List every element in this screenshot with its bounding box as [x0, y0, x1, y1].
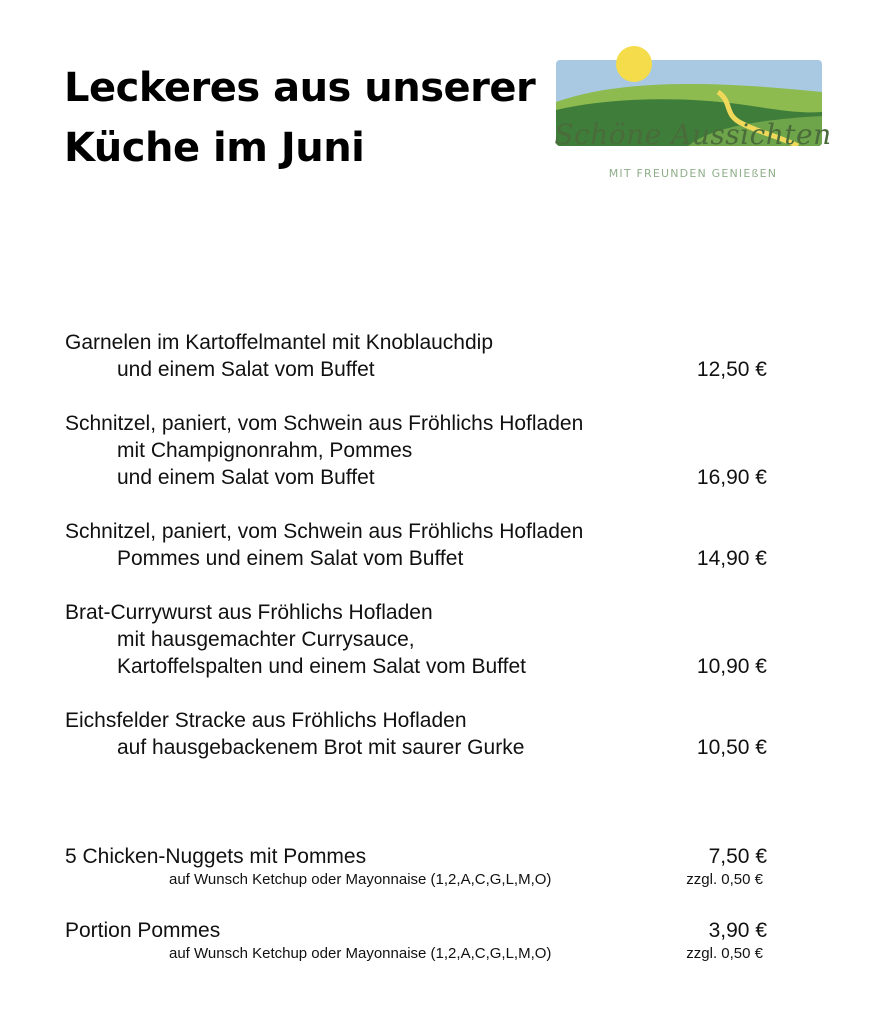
- menu-item-line: Schnitzel, paniert, vom Schwein aus Fröhlichs Hofladen: [65, 520, 584, 543]
- extra-item-note: auf Wunsch Ketchup oder Mayonnaise (1,2,A,C,G,L,M,O): [169, 871, 552, 888]
- menu-item-line: [65, 545, 775, 572]
- menu-item: [65, 599, 775, 680]
- extra-item-surcharge: zzgl. 0,50 €: [686, 871, 763, 888]
- menu-item-line: Eichsfelder Stracke aus Fröhlichs Hofladen: [65, 709, 467, 732]
- menu-item: [65, 518, 775, 572]
- extra-item-surcharge: zzgl. 0,50 €: [686, 945, 763, 962]
- menu-item-line: mit hausgemachter Currysauce,: [117, 628, 415, 651]
- title-line-1: Leckeres aus unserer: [64, 65, 536, 111]
- menu-item: [65, 707, 775, 761]
- menu-item-line: [65, 356, 775, 383]
- menu-item-line-text: Pommes und einem Salat vom Buffet: [117, 547, 464, 570]
- menu-item-line: Garnelen im Kartoffelmantel mit Knoblauchdip: [65, 331, 494, 354]
- menu-item: [65, 410, 775, 491]
- logo: [548, 40, 838, 190]
- menu-item-line: Brat-Currywurst aus Fröhlichs Hofladen: [65, 601, 433, 624]
- menu-item-price: 10,50 €: [696, 736, 767, 759]
- menu-item-line: Schnitzel, paniert, vom Schwein aus Fröhlichs Hofladen: [65, 412, 584, 435]
- title-line-2: Küche im Juni: [64, 125, 365, 171]
- page-title: [64, 58, 544, 178]
- extra-item-note-row: [65, 944, 775, 964]
- menu-item-line-text: Kartoffelspalten und einem Salat vom Buffet: [117, 655, 526, 678]
- extra-item-line: [65, 843, 775, 870]
- extra-item-name: 5 Chicken-Nuggets mit Pommes: [65, 845, 367, 868]
- extra-item-note: auf Wunsch Ketchup oder Mayonnaise (1,2,A,C,G,L,M,O): [169, 945, 552, 962]
- logo-name: Schöne Aussichten: [554, 118, 832, 151]
- menu-item-line-text: und einem Salat vom Buffet: [117, 466, 375, 489]
- menu-item-price: 14,90 €: [696, 547, 767, 570]
- menu-item-line: [65, 653, 775, 680]
- menu-item-line: [65, 464, 775, 491]
- extra-item-price: 7,50 €: [708, 845, 767, 868]
- extra-item-name: Portion Pommes: [65, 919, 221, 942]
- extra-item-line: [65, 917, 775, 944]
- menu-item-line: mit Champignonrahm, Pommes: [117, 439, 413, 462]
- menu-item-price: 12,50 €: [696, 358, 767, 381]
- logo-tagline: MIT FREUNDEN GENIEßEN: [608, 167, 778, 180]
- extra-item: [65, 917, 775, 964]
- extra-item-price: 3,90 €: [708, 919, 767, 942]
- menu-item-price: 10,90 €: [696, 655, 767, 678]
- menu-item: [65, 329, 775, 383]
- menu-item-price: 16,90 €: [696, 466, 767, 489]
- menu-item-line-text: und einem Salat vom Buffet: [117, 358, 375, 381]
- extra-item-note-row: [65, 870, 775, 890]
- menu-item-line: [65, 734, 775, 761]
- menu-item-line-text: auf hausgebackenem Brot mit saurer Gurke: [117, 736, 525, 759]
- extra-item: [65, 843, 775, 890]
